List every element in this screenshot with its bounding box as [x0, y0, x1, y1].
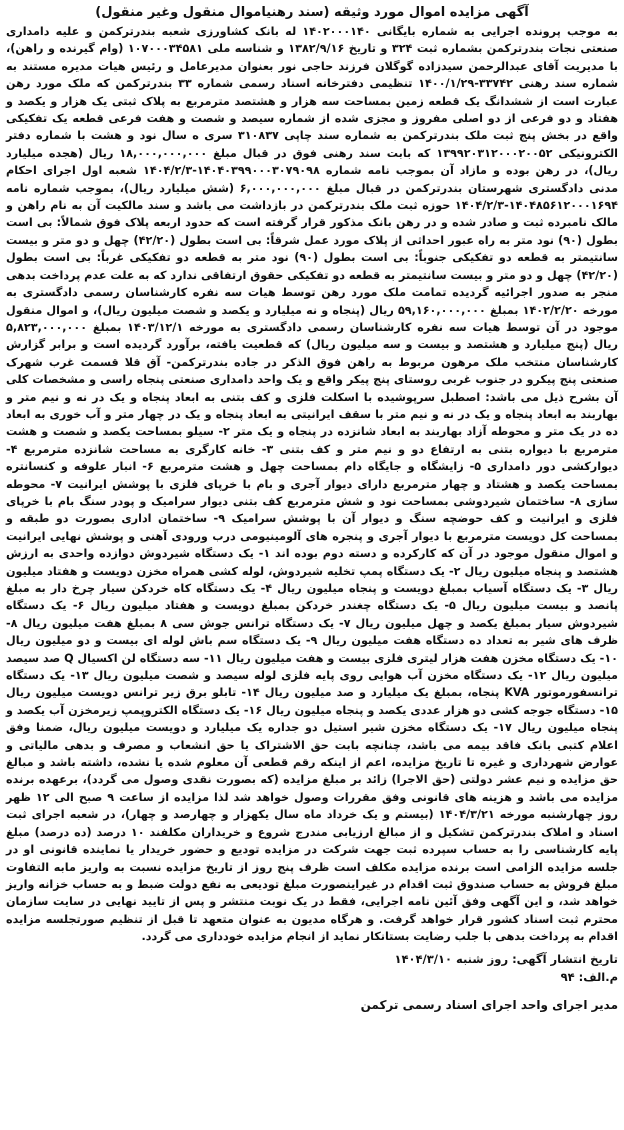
signature-line: مدیر اجرای واحد اجرای اسناد رسمی ترکمن [360, 997, 618, 1012]
reference-code: م.الف: ۹۴ [560, 969, 618, 984]
auction-notice [6, 4, 618, 1126]
publish-date: تاریخ انتشار آگهی: روز شنبه ۱۴۰۴/۳/۱۰ [394, 951, 618, 966]
notice-body: به موجب پرونده اجرایی به شماره بایگانی ۱۴۰۲۰۰۰۱۴۰ له بانک کشاورزی شعبه بندرترکمن و علیه دامداری صنعتی نجات بندرترکمن بشماره ثبت ۳۲۴ و تاریخ ۱۳۸۲/۹/۱۶ و شناسه ملی ۱۰۷۰۰۰۳۴۵۸۱ (وام گیرنده و راهن)، با مدیریت آقای عبدالرحمن سیدزاده گوگلان فرزند حاجی نور بعنوان مدیرعامل و رئیس هیات مدیره مستند به شماره سند رهنی ۳۳۷۴۲-۱۴۰۰/۱/۲۹ تنظیمی دفترخانه اسناد رسمی شماره ۳۳ بندرترکمن که ملک مورد رهن عبارت است از ششدانگ یک قطعه زمین بمساحت سه هزار و هشتصد مترمربع به پلاک ثبتی یک هزار و یکصد و هفتاد و دو فرعی از دو اصلی مفروز و مجزی شده از شماره سیصد و شصت و هفت فرعی قطعه یک تفکیکی واقع در بخش پنج ثبت ملک بندرترکمن به شماره سند چاپی ۳۱۰۸۳۷ سری ه سال نود و هشت با شماره دفتر الکترونیکی ۱۳۹۹۲۰۳۱۲۰۰۰۲۰۰۵۲ که بابت سند رهنی فوق در قبال مبلغ ۱۸,۰۰۰,۰۰۰,۰۰۰ ریال (هجده میلیارد ریال)، در رهن بوده و مازاد آن بموجب نامه شماره ۱۴۰۴۰۳۹۹۰۰۰۳۰۷۹۰۹۸-۱۴۰۴/۲/۳ شعبه اول اجرای احکام مدنی دادگستری شهرستان بندرترکمن در قبال مبلغ ۶,۰۰۰,۰۰۰,۰۰۰ (شش میلیارد ریال)، بموجب شماره نامه ۱۴۰۴۸۵۶۱۲۰۰۰۱۶۹۴-۱۴۰۴/۲/۳ حوزه ثبت ملک بندرترکمن در بازداشت می باشد و سند مالکیت آن به نام راهن و مالک نامبرده ثبت و صادر شده و در رهن بانک مذکور قرار گرفته است که حدود اربعه پلاک فوق شمالاً: بی است بطول (۹۰) نود متر به راه عبور احداثی از پلاک مورد عمل شرقاً: بی است بطول (۴۲/۲۰) چهل و دو متر و بیست سانتیمتر به قطعه دو تفکیکی جنوباً: بی است بطول (۹۰) نود متر به قطعه دو تفکیکی غرباً: بی است بطول (۴۲/۲۰) چهل و دو متر و بیست سانتیمتر به قطعه دو تفکیکی حقوق ارتفاقی ندارد که به علت عدم پرداخت بدهی منجر به صدور اجرائیه گردیده تمامت ملک مورد رهن توسط هیات سه نفره کارشناسان رسمی دادگستری به مورخه ۱۴۰۲/۲/۲۰ بمبلغ ۵۹,۱۶۰,۰۰۰,۰۰۰ ریال (پنجاه و نه میلیارد و یکصد و شصت میلیون ریال)، و اموال منقول موجود در آن توسط هیات سه نفره کارشناسان رسمی دادگستری به مورخه ۱۴۰۳/۱۲/۱ بمبلغ ۵,۸۲۳,۰۰۰,۰۰۰ ریال (پنج میلیارد و هشتصد و بیست و سه میلیون ریال) که قطعیت یافته، برآورد گردیده است و برابر گزارش کارشناسان منتخب ملک مرهون مربوط به راهن فوق الذکر در جاده بندرترکمن- آق قلا قسمت غرب شهرک صنعتی پنج پیکرو در جنوب غربی روستای پنج پیکر واقع و یک واحد دامداری صنعتی پنجاه راسی و مشخصات کلی آن بشرح ذیل می باشد: اصطبل سرپوشیده با اسکلت فلزی و کف بتنی به ابعاد پنجاه و یک در نه و نیم متر و بهاربند به ابعاد پنجاه و یک در نه و نیم متر با سقف ایرانیتی به ابعاد پنجاه و یک در چهار متر و آب خوری به ابعاد ده در یک متر و محوطه آزاد بهاربند به ابعاد شانزده در پنجاه و یک متر ۲- سیلو بمساحت یکصد و شصت و هشت مترمربع با دیواره بتنی به ارتفاع دو و نیم متر و کف بتنی ۳- خانه کارگری به مساحت شانزده مترمربع ۴- دیوارکشی دور دامداری ۵- زایشگاه و جایگاه دام بمساحت چهل و هشت مترمربع ۶- انبار علوفه و کنسانتره بمساحت یکصد و هشتاد و چهار مترمربع دارای دیوار آجری و بام با خرپای فلزی با پوشش ایرانیت ۷- محوطه سازی ۸- ساختمان شیردوشی بمساحت نود و شش مترمربع کف بتنی دیوار سرامیک و پودر سنگ بام با خرپای فلزی و ایرانیت و کف حوضچه سنگ و دیوار آن با پوشش سرامیک ۹- ساختمان اداری بصورت دو طبقه و بمساحت کل دویست مترمربع با دیوار آجری و پنجره های آلومینیومی درب ورودی آهنی و پوشش نهایی ایرانیت و اموال منقول موجود در آن که کارکرده و دسته دوم بوده اند ۱- یک دستگاه شیردوش دوازده واحدی به ارزش هشتصد و پنجاه میلیون ریال ۲- یک دستگاه پمپ تخلیه شیردوش، لوله کشی همراه مخزن دویست و هفتاد میلیون ریال ۳- یک دستگاه آسیاب بمبلغ دویست و پنجاه میلیون ریال ۴- یک دستگاه کاه خردکن سیار چرخ دار به مبلغ پانصد و بیست میلیون ریال ۵- یک دستگاه چغندر خردکن بمبلغ دویست و هفتاد میلیون ریال ۶- یک دستگاه شیردوش سیار بمبلغ یکصد و چهل میلیون ریال ۷- یک دستگاه ترانس جوش سی ۸ بمبلغ هفت میلیون ریال ۸- ظرف های شیر به تعداد ده دستگاه هفت میلیون ریال ۹- یک دستگاه سم باش لوله ای بیست و دو میلیون ریال ۱۰- یک دستگاه مخزن هفت هزار لیتری فلزی بیست و هفت میلیون ریال ۱۱- سه دستگاه لن اکسیال Q صد سیصد میلیون ریال ۱۲- یک دستگاه مخزن آب هوایی روی پایه فلزی لوله سیصد و شصت میلیون ریال ۱۳- یک دستگاه ترانسفورموتور KVA پنجاه، بمبلغ یک میلیارد و صد میلیون ریال ۱۴- تابلو برق زیر ترانس دویست میلیون ریال ۱۵- دستگاه جوجه کشی دو هزار عددی یکصد و پنجاه میلیون ریال ۱۶- یک دستگاه الکتروپمپ زیرمخزن آب یکصد و پنجاه میلیون ریال ۱۷- یک دستگاه مخزن شیر استیل دو جداره یک میلیارد و دویست میلیون ریال، ضمنا وفق اعلام کتبی بانک فاقد بیمه می باشد، چنانچه بابت حق الاشتراک یا حق انشعاب و مصرف و بدهی مالیاتی و عوارض شهرداری و غیره تا تاریخ مزایده، اعم از اینکه رقم قطعی آن معلوم شده یا نشده، داشته باشد و مبالغ حق مزایده و نیم عشر دولتی (حق الاجرا) زائد بر مبلغ مزایده (که بصورت نقدی وصول می گردد)، برعهده برنده مزایده می باشد و هزینه های قانونی وفق مقررات وصول خواهد شد لذا مزایده از ساعت ۹ صبح الی ۱۲ ظهر روز چهارشنبه مورخه ۱۴۰۴/۳/۲۱ (بیستم و یک خرداد ماه سال یکهزار و چهارصد و چهار)، در شعبه اجرای ثبت اسناد و املاک بندرترکمن تشکیل و از مبالغ ارزیابی مندرج شروع و خریداران مکلفند ۱۰ درصد (ده درصد) مبلغ پایه کارشناسی را به حساب سپرده ثبت جهت شرکت در مزایده تودیع و حضور خریدار یا نماینده قانونی او در جلسه مزایده الزامی است برنده مزایده مکلف است ظرف پنج روز از تاریخ مزایده نسبت به واریز مابه التفاوت مبلغ فروش به حساب صندوق ثبت اقدام در غیراینصورت مبلغ تودیعی به نفع دولت ضبط و به حساب خزانه واریز خواهد شد، و این آگهی وفق آئین نامه اجرایی، فقط در یک نوبت منتشر و پس از تایید نهایی در سایت سازمان محترم ثبت اسناد کشور قرار خواهد گرفت. و هرگاه مدیون به عنوان متعهد تا قبل از تنظیم صورتجلسه مزایده اقدام به پرداخت بدهی با جلب رضایت بستانکار نماید از انجام مزایده خودداری می گردد. [6, 25, 619, 944]
notice-footer [6, 950, 618, 986]
notice-title: آگهی مزایده اموال مورد وثیقه (سند رهنیاموال منقول وغیر منقول) [95, 5, 529, 20]
